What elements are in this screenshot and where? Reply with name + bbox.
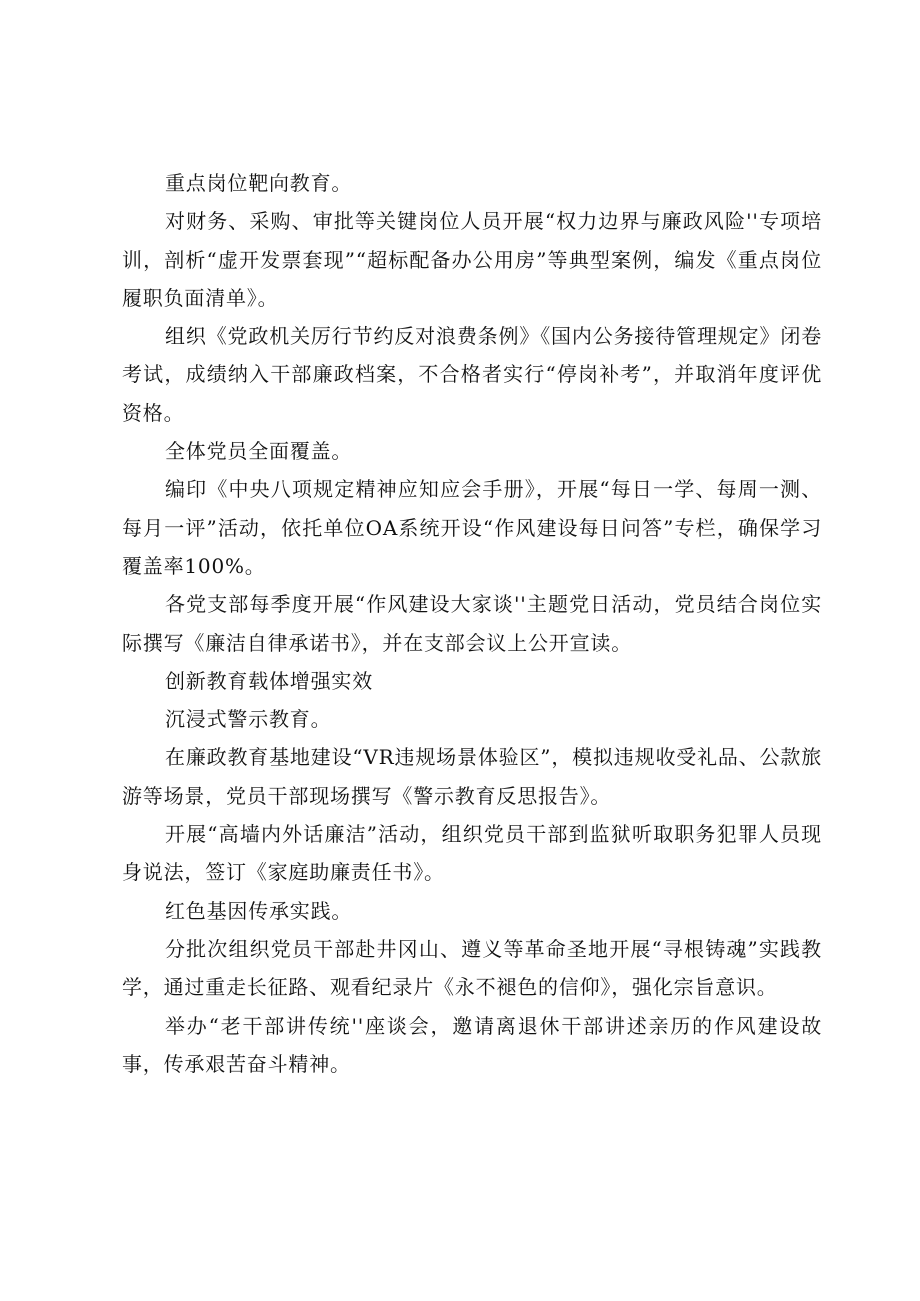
paragraph-vr-experience: 在廉政教育基地建设“VR违规场景体验区”，模拟违规收受礼品、公款旅游等场景，党员干部现场撰写《警示教育反思报告》。 <box>122 745 822 808</box>
document-body <box>122 164 822 1083</box>
paragraph-closed-book-exam: 组织《党政机关厉行节约反对浪费条例》《国内公务接待管理规定》闭卷考试，成绩纳入干部廉政档案，不合格者实行“停岗补考”，并取消年度评优资格。 <box>122 324 822 425</box>
paragraph-immersive-heading: 沉浸式警示教育。 <box>165 707 332 732</box>
paragraph-innovation-heading: 创新教育载体增强实效 <box>165 668 373 693</box>
paragraph-branch-discussion: 各党支部每季度开展“作风建设大家谈''主题党日活动，党员结合岗位实际撰写《廉洁自律承诺书》，并在支部会议上公开宣读。 <box>122 592 822 655</box>
paragraph-prison-visit: 开展“高墙内外话廉洁”活动，组织党员干部到监狱听取职务犯罪人员现身说法，签订《家庭助廉责任书》。 <box>122 822 822 885</box>
paragraph-veteran-talks: 举办“老干部讲传统''座谈会，邀请离退休干部讲述亲历的作风建设故事，传承艰苦奋斗精神。 <box>122 1013 822 1076</box>
paragraph-key-posts-heading: 重点岗位靶向教育。 <box>165 171 353 195</box>
paragraph-revolutionary-sites: 分批次组织党员干部赴井冈山、遵义等革命圣地开展“寻根铸魂”实践教学，通过重走长征路、观看纪录片《永不褪色的信仰》，强化宗旨意识。 <box>122 936 822 1000</box>
paragraph-full-coverage-heading: 全体党员全面覆盖。 <box>165 439 353 464</box>
paragraph-red-gene-heading: 红色基因传承实践。 <box>165 898 353 923</box>
paragraph-handbook-activity: 编印《中央八项规定精神应知应会手册》，开展“每日一学、每周一测、每月一评”活动，依托单位OA系统开设“作风建设每日问答”专栏，确保学习覆盖率100%。 <box>122 477 822 578</box>
paragraph-key-posts-training: 对财务、采购、审批等关键岗位人员开展“权力边界与廉政风险''专项培训，剖析“虚开发票套现”“超标配备办公用房”等典型案例，编发《重点岗位履职负面清单》。 <box>122 209 822 310</box>
